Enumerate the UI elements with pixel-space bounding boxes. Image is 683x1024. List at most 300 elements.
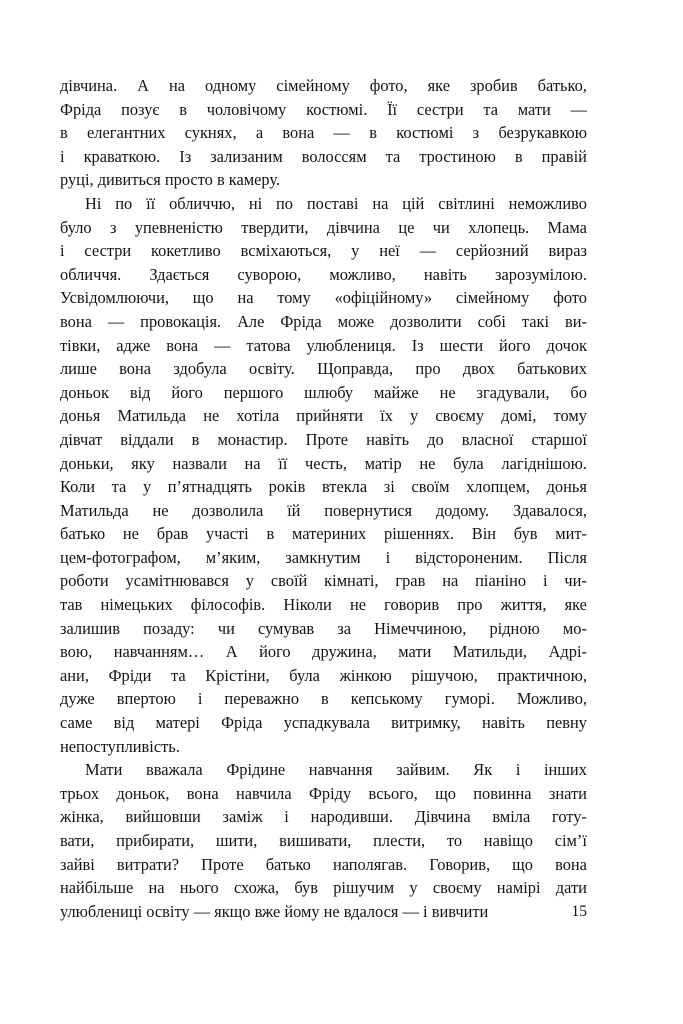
text-word: згадували, bbox=[476, 382, 550, 402]
text-word: волоссям bbox=[301, 146, 367, 166]
text-word: Фрідине bbox=[226, 760, 286, 780]
text-word: доньок, bbox=[116, 783, 170, 803]
text-word: кокетливо bbox=[151, 241, 221, 261]
text-word: в bbox=[60, 123, 68, 143]
text-line bbox=[60, 145, 587, 169]
text-word: в bbox=[266, 524, 275, 544]
text-word: татова bbox=[246, 335, 291, 355]
text-word: чоловічому bbox=[206, 99, 287, 119]
text-line bbox=[60, 499, 587, 523]
text-word: сімейному bbox=[455, 288, 530, 308]
text-line bbox=[60, 664, 587, 688]
text-line bbox=[60, 452, 587, 476]
text-word: і bbox=[515, 760, 521, 780]
text-word: витримку, bbox=[391, 713, 461, 733]
text-word: кепському bbox=[350, 689, 423, 709]
text-word: Коли bbox=[60, 477, 96, 497]
text-word: плести, bbox=[373, 831, 426, 850]
text-word: неї bbox=[379, 241, 400, 261]
text-word: батькових bbox=[517, 359, 587, 379]
text-line bbox=[60, 310, 587, 334]
text-word: повернутися bbox=[324, 500, 413, 520]
text-line bbox=[60, 735, 587, 759]
text-line bbox=[60, 74, 587, 98]
text-word: такі bbox=[521, 311, 550, 331]
text-word: не bbox=[203, 406, 220, 426]
text-word: на bbox=[442, 571, 459, 591]
text-word: по bbox=[115, 193, 133, 213]
text-word: у bbox=[245, 571, 254, 591]
text-word: втекла bbox=[321, 477, 368, 497]
text-word: Мама bbox=[547, 217, 587, 237]
text-word: вважала bbox=[145, 760, 203, 780]
text-word: рішучою, bbox=[411, 665, 478, 685]
text-word: Здається bbox=[149, 264, 210, 284]
text-word: рідною bbox=[489, 618, 540, 638]
text-word: сукнях, bbox=[184, 123, 237, 143]
text-word: дати bbox=[555, 878, 587, 898]
text-word: чи bbox=[217, 618, 235, 638]
text-word: Він bbox=[471, 524, 497, 544]
text-word: Усвідомлюючи, bbox=[60, 288, 169, 308]
text-word: обличчю, bbox=[169, 193, 235, 213]
text-word: що bbox=[435, 783, 456, 803]
text-word: вишивати, bbox=[279, 831, 352, 850]
text-word: одному bbox=[205, 76, 257, 95]
text-word: переважно bbox=[224, 689, 300, 709]
text-word: обличчя. bbox=[60, 264, 122, 284]
text-word: Крістіни, bbox=[205, 665, 270, 685]
text-word: усамітнювався bbox=[125, 571, 229, 591]
text-word: улюблениця. bbox=[306, 335, 396, 355]
text-word: цем-фотографом, bbox=[60, 547, 181, 567]
text-word: вона bbox=[186, 783, 219, 803]
text-word: це bbox=[398, 217, 415, 237]
text-word: на bbox=[148, 878, 165, 898]
text-word: донья bbox=[60, 406, 101, 426]
text-word: дівчина. bbox=[60, 76, 118, 95]
text-word: наполягав. bbox=[332, 854, 408, 874]
text-word: мит- bbox=[555, 524, 587, 544]
text-word: своєму bbox=[432, 878, 482, 898]
text-word: певну bbox=[546, 713, 587, 733]
text-word: собі bbox=[477, 311, 506, 331]
text-word: Після bbox=[547, 547, 587, 567]
text-word: в bbox=[514, 146, 523, 166]
text-word: своїм bbox=[411, 477, 450, 497]
text-word: Ніколи bbox=[283, 595, 332, 615]
text-word: п’ятнадцять bbox=[167, 477, 253, 497]
text-line bbox=[60, 758, 587, 782]
text-word: прибирати, bbox=[116, 831, 195, 850]
text-word: елегантних bbox=[87, 123, 166, 143]
text-word: шити, bbox=[215, 831, 258, 850]
text-word: дуже bbox=[60, 689, 95, 709]
text-word: вийшовши bbox=[125, 807, 201, 827]
text-word: говорив bbox=[384, 595, 440, 615]
text-word: зайві bbox=[60, 854, 95, 874]
text-word: прийняти bbox=[296, 406, 364, 426]
text-word: сім’ї bbox=[554, 831, 587, 850]
text-word: та bbox=[483, 99, 499, 119]
page-text-body bbox=[60, 74, 587, 923]
text-word: зі bbox=[383, 477, 395, 497]
text-word: піаніно bbox=[475, 571, 527, 591]
text-word: у bbox=[351, 241, 360, 261]
text-word: може bbox=[337, 311, 375, 331]
text-word: адже bbox=[116, 335, 151, 355]
text-word: повинна bbox=[473, 783, 532, 803]
text-word: чи- bbox=[564, 571, 587, 591]
text-word: — bbox=[107, 311, 125, 331]
text-word: не bbox=[152, 500, 169, 520]
text-word: залишив bbox=[60, 618, 120, 638]
text-word: була bbox=[289, 665, 320, 685]
text-word: що bbox=[512, 854, 533, 874]
text-word: у bbox=[409, 878, 418, 898]
text-word: домі, bbox=[501, 406, 537, 426]
text-word: віддали bbox=[120, 429, 174, 449]
text-word: заміж bbox=[222, 807, 263, 827]
text-word: навчання bbox=[308, 760, 373, 780]
text-word: Її bbox=[387, 99, 398, 119]
text-word: можливо, bbox=[329, 264, 396, 284]
text-word: краваткою. bbox=[83, 146, 161, 166]
text-word: додому. bbox=[435, 500, 490, 520]
text-word: Німеччиною, bbox=[374, 618, 467, 638]
text-line bbox=[60, 782, 587, 806]
text-word: Фріда bbox=[280, 311, 322, 331]
text-word: Говорив, bbox=[429, 854, 491, 874]
text-word: вою, bbox=[60, 642, 93, 662]
text-line bbox=[60, 381, 587, 405]
text-word: на bbox=[244, 453, 261, 473]
text-word: їх bbox=[380, 406, 393, 426]
text-word: — bbox=[419, 241, 437, 261]
text-word: сестри bbox=[416, 99, 464, 119]
text-word: батько bbox=[60, 524, 106, 544]
text-word: першого bbox=[223, 382, 284, 402]
text-word: впертою bbox=[116, 689, 176, 709]
text-word: майже bbox=[374, 382, 419, 402]
text-word: непоступливість. bbox=[60, 736, 180, 756]
text-line bbox=[60, 593, 587, 617]
text-word: років bbox=[268, 477, 306, 497]
text-word: навіть bbox=[423, 264, 467, 284]
text-line bbox=[60, 829, 587, 853]
text-word: кімнаті, bbox=[324, 571, 379, 591]
text-word: А bbox=[137, 76, 149, 95]
text-word: «офіційному» bbox=[334, 288, 433, 308]
text-word: вираз bbox=[548, 241, 587, 261]
text-word: серйозний bbox=[455, 241, 529, 261]
text-word: навіть bbox=[481, 713, 525, 733]
text-word: не bbox=[349, 595, 366, 615]
page-number: 15 bbox=[571, 903, 587, 920]
text-word: — bbox=[333, 123, 350, 143]
text-word: монастир. bbox=[217, 429, 288, 449]
text-word: в bbox=[191, 429, 200, 449]
text-word: мати bbox=[398, 642, 432, 662]
text-word: не bbox=[122, 524, 139, 544]
text-word: матері bbox=[155, 713, 200, 733]
text-word: інших bbox=[543, 760, 587, 780]
text-word: схожа, bbox=[233, 878, 280, 898]
text-word: здобула bbox=[173, 359, 227, 379]
text-word: витрати? bbox=[116, 854, 180, 874]
text-word: зарозумілою. bbox=[495, 264, 587, 284]
text-word: навчила bbox=[235, 783, 292, 803]
text-word: дівчат bbox=[60, 429, 103, 449]
text-word: Проте bbox=[305, 429, 349, 449]
text-word: по bbox=[276, 193, 293, 213]
text-word: костюмі. bbox=[306, 99, 368, 119]
text-line bbox=[60, 853, 587, 877]
text-word: у bbox=[410, 406, 419, 426]
text-word: Фріда bbox=[221, 713, 263, 733]
text-word: світлині bbox=[438, 193, 495, 213]
text-word: дочок bbox=[546, 335, 587, 355]
text-word: жінкою bbox=[339, 665, 392, 685]
text-word: донья bbox=[546, 477, 587, 497]
text-word: рішеннях. bbox=[384, 524, 455, 544]
text-word: зробив bbox=[469, 76, 518, 95]
text-word: Проте bbox=[201, 854, 244, 874]
text-word: всього, bbox=[368, 783, 418, 803]
text-word: яке bbox=[427, 76, 450, 95]
text-word: сумував bbox=[257, 618, 315, 638]
text-word: гуморі. bbox=[444, 689, 495, 709]
text-word: А bbox=[225, 642, 238, 662]
text-word: твердити, bbox=[241, 217, 309, 237]
text-word: честь, bbox=[305, 453, 347, 473]
text-word: упевненістю bbox=[134, 217, 223, 237]
text-word: тростиною bbox=[419, 146, 496, 166]
text-word: власної bbox=[461, 429, 514, 449]
text-word: від bbox=[113, 713, 135, 733]
text-word: тому bbox=[553, 406, 587, 426]
text-word: була bbox=[453, 453, 484, 473]
text-line bbox=[60, 192, 587, 216]
text-word: успадкувала bbox=[283, 713, 370, 733]
text-word: тому bbox=[277, 288, 311, 308]
text-word: материних bbox=[291, 524, 367, 544]
text-word: і bbox=[385, 547, 391, 567]
text-word: дозволити bbox=[390, 311, 462, 331]
text-word: старшої bbox=[531, 429, 587, 449]
text-word: та bbox=[385, 146, 401, 166]
text-word: сімейному bbox=[276, 76, 350, 95]
text-word: хлопцем, bbox=[466, 477, 530, 497]
text-word: лагіднішою. bbox=[501, 453, 587, 473]
text-word: вона bbox=[282, 123, 315, 143]
text-word: позує bbox=[121, 99, 160, 119]
text-word: брав bbox=[156, 524, 189, 544]
text-word: в bbox=[321, 689, 329, 709]
text-word: участі bbox=[206, 524, 249, 544]
text-word: фото, bbox=[369, 76, 408, 95]
text-word: Фріди bbox=[108, 665, 152, 685]
text-word: роботи bbox=[60, 571, 109, 591]
text-line bbox=[60, 286, 587, 310]
text-word: і bbox=[197, 689, 203, 709]
text-word: народивши. bbox=[310, 807, 393, 827]
text-word: тав bbox=[60, 595, 83, 615]
text-word: Матильда bbox=[60, 500, 129, 520]
text-word: безрукавкою bbox=[498, 123, 587, 143]
text-word: ани, bbox=[60, 665, 89, 685]
text-word: двох bbox=[462, 359, 495, 379]
text-word: сестри bbox=[84, 241, 132, 261]
text-line bbox=[60, 617, 587, 641]
text-word: назвали bbox=[172, 453, 227, 473]
text-word: на bbox=[372, 193, 389, 213]
text-word: Ні bbox=[85, 193, 102, 213]
text-word: на bbox=[168, 76, 186, 95]
text-word: вона bbox=[166, 335, 199, 355]
text-word: провокація. bbox=[140, 311, 222, 331]
text-line bbox=[60, 876, 587, 900]
text-word: шести bbox=[439, 335, 484, 355]
text-word: не bbox=[439, 382, 456, 402]
text-word: про bbox=[457, 595, 483, 615]
text-word: його bbox=[171, 382, 203, 402]
text-word: всміхаються, bbox=[240, 241, 332, 261]
text-word: Дівчина bbox=[414, 807, 471, 827]
text-word: поставі bbox=[306, 193, 359, 213]
text-line bbox=[60, 168, 587, 192]
text-word: неможливо bbox=[508, 193, 587, 213]
text-word: Але bbox=[237, 311, 265, 331]
text-word: батько bbox=[265, 854, 311, 874]
text-word: своєму bbox=[435, 406, 485, 426]
text-word: не bbox=[419, 453, 436, 473]
text-word: вона bbox=[119, 359, 152, 379]
text-word: та bbox=[111, 477, 127, 497]
text-word: до bbox=[427, 429, 444, 449]
text-word: а bbox=[255, 123, 264, 143]
text-word: в bbox=[179, 99, 187, 119]
text-word: Мати bbox=[85, 760, 123, 780]
text-word: вона bbox=[60, 311, 92, 331]
text-line bbox=[60, 216, 587, 240]
text-word: німецьких bbox=[100, 595, 173, 615]
text-word: шлюбу bbox=[304, 382, 354, 402]
text-word: філософів. bbox=[190, 595, 266, 615]
text-word: практичною, bbox=[497, 665, 587, 685]
text-word: трьох bbox=[60, 783, 100, 803]
text-word: від bbox=[129, 382, 151, 402]
text-word: і bbox=[542, 571, 548, 591]
text-line bbox=[60, 98, 587, 122]
text-word: Як bbox=[473, 760, 493, 780]
text-word: про bbox=[415, 359, 441, 379]
text-word: руці, дивиться просто в камеру. bbox=[60, 170, 281, 190]
text-word: лише bbox=[60, 359, 97, 379]
text-word: Із bbox=[179, 146, 192, 166]
text-word: зализаним bbox=[210, 146, 283, 166]
text-word: Із bbox=[411, 335, 424, 355]
text-word: і bbox=[60, 146, 65, 166]
text-word: — bbox=[214, 335, 231, 355]
text-word: своїй bbox=[270, 571, 308, 591]
text-word: навіщо bbox=[483, 831, 533, 850]
text-word: та bbox=[171, 665, 186, 685]
text-word: жінка, bbox=[60, 807, 104, 827]
text-word: був bbox=[513, 524, 538, 544]
text-word: з bbox=[472, 123, 480, 143]
text-word: намірі bbox=[496, 878, 541, 898]
text-word: був bbox=[294, 878, 318, 898]
text-word: ви- bbox=[565, 311, 587, 331]
text-word: мо- bbox=[562, 618, 587, 638]
text-word: що bbox=[192, 288, 214, 308]
text-word: цій bbox=[402, 193, 425, 213]
text-line bbox=[60, 805, 587, 829]
text-word: знати bbox=[548, 783, 587, 803]
text-word: Фріда bbox=[60, 99, 102, 119]
text-line bbox=[60, 404, 587, 428]
text-word: хлопець. bbox=[468, 217, 530, 237]
text-word: життя, bbox=[500, 595, 547, 615]
text-word: саме bbox=[60, 713, 93, 733]
text-word: дівчина bbox=[326, 217, 380, 237]
text-word: позаду: bbox=[143, 618, 195, 638]
text-word: на bbox=[237, 288, 254, 308]
text-word: рішучим bbox=[333, 878, 395, 898]
text-word: замкнутим bbox=[285, 547, 361, 567]
text-word: суворою, bbox=[237, 264, 302, 284]
text-word: правій bbox=[541, 146, 587, 166]
text-line bbox=[60, 263, 587, 287]
text-word: фото bbox=[553, 288, 587, 308]
text-line bbox=[60, 711, 587, 735]
text-word: мати bbox=[517, 99, 551, 119]
text-word: дружина, bbox=[312, 642, 377, 662]
text-line bbox=[60, 121, 587, 145]
text-word: в bbox=[369, 123, 377, 143]
text-line bbox=[60, 239, 587, 263]
text-word: освіту. bbox=[248, 359, 295, 379]
text-word: дозволила bbox=[192, 500, 264, 520]
text-word: його bbox=[259, 642, 291, 662]
text-word: навчанням… bbox=[113, 642, 205, 662]
text-word: за bbox=[337, 618, 351, 638]
text-word: чи bbox=[432, 217, 450, 237]
text-word: вона bbox=[555, 854, 587, 874]
text-word: її bbox=[146, 193, 156, 213]
text-word: Можливо, bbox=[516, 689, 587, 709]
text-word: Матильда bbox=[117, 406, 187, 426]
text-word: матір bbox=[364, 453, 402, 473]
text-lines bbox=[60, 74, 587, 923]
text-line bbox=[60, 357, 587, 381]
text-word: найбільше bbox=[60, 878, 134, 898]
text-word: грав bbox=[395, 571, 426, 591]
text-word: Щоправда, bbox=[317, 359, 394, 379]
text-word: костюмі bbox=[396, 123, 454, 143]
text-word: улюблениці освіту — якщо вже йому не вдалося — і вивчити bbox=[60, 901, 489, 921]
text-line bbox=[60, 475, 587, 499]
text-word: вати, bbox=[60, 831, 95, 850]
text-word: і bbox=[60, 241, 65, 261]
text-line bbox=[60, 569, 587, 593]
text-line bbox=[60, 640, 587, 664]
text-word: м’яким, bbox=[205, 547, 261, 567]
text-word: яку bbox=[131, 453, 155, 473]
text-word: її bbox=[278, 453, 288, 473]
text-word: ні bbox=[248, 193, 263, 213]
